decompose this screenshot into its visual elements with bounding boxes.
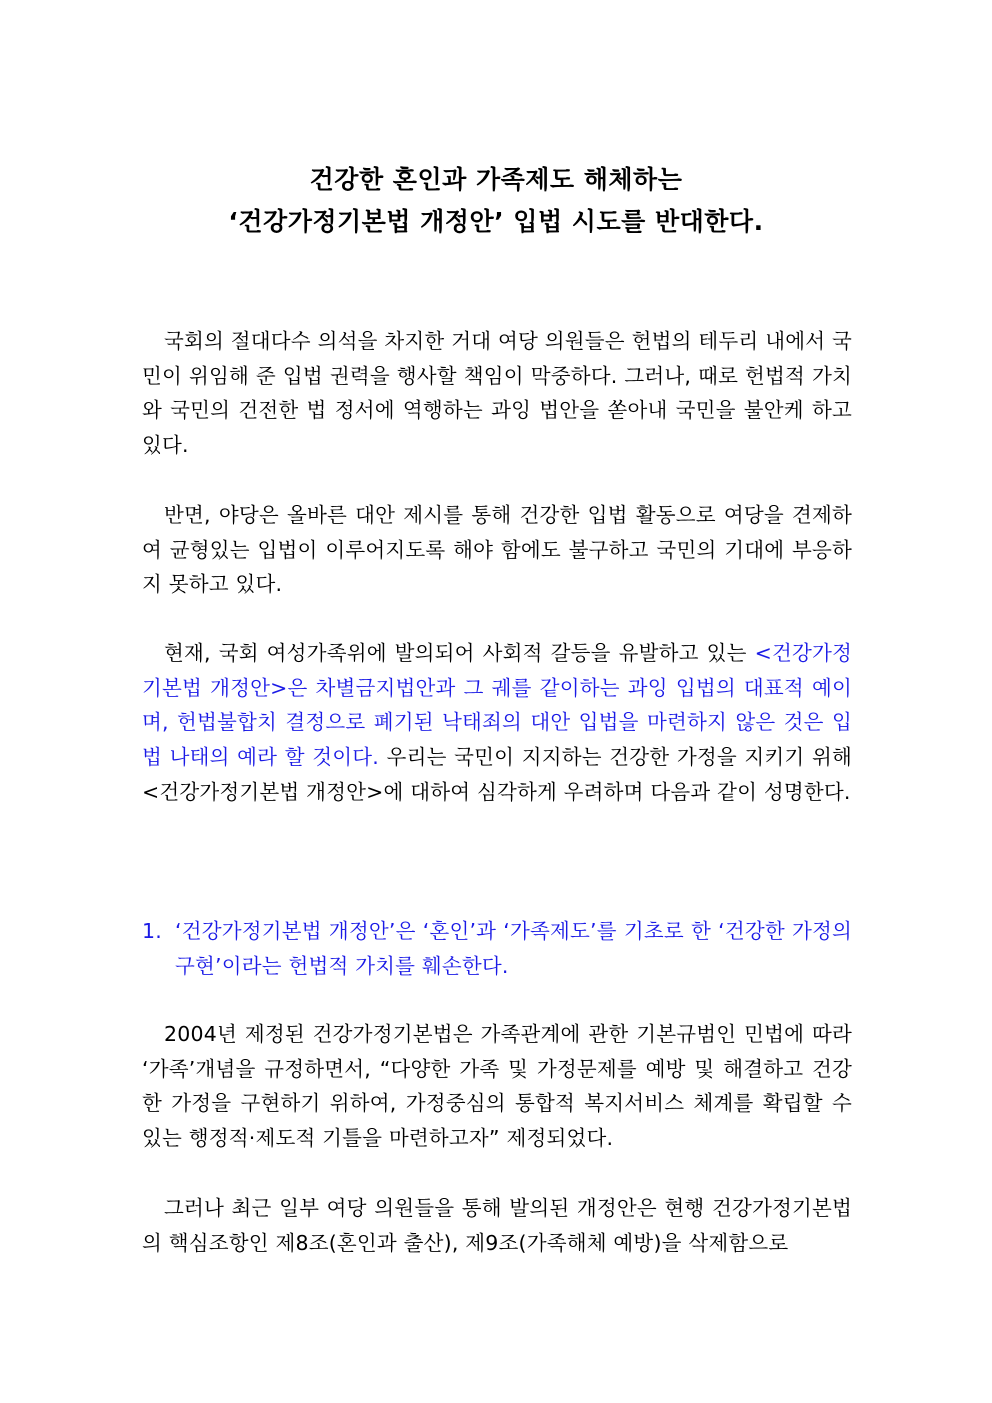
paragraph-1: 국회의 절대다수 의석을 차지한 거대 여당 의원들은 헌법의 테두리 내에서 국민이 위임해 준 입법 권력을 행사할 책임이 막중하다. 그러나, 때로 헌법적 가치와 국민의 건전한 법 정서에 역행하는 과잉 법안을 쏟아내 국민을 불안케 하고 있다. (142, 329, 852, 458)
title-line-2: ‘건강가정기본법 개정안’ 입법 시도를 반대한다. (228, 207, 764, 236)
section-1-heading (142, 914, 852, 983)
paragraph-2: 반면, 야당은 올바른 대안 제시를 통해 건강한 입법 활동으로 여당을 견제하여 균형있는 입법이 이루어지도록 해야 함에도 불구하고 국민의 기대에 부응하지 못하고 있다. (142, 503, 852, 597)
paragraph-3 (142, 636, 852, 810)
paragraph-3-highlight: <건강가정기본법 개정안>은 차별금지법안과 그 궤를 같이하는 과잉 입법의 대표적 예이며, 헌법불합치 결정으로 폐기된 낙태죄의 대안 입법을 마련하지 않은 것은 입법 나태의 예라 할 것이다. (142, 641, 852, 770)
section-1-number: 1. (142, 919, 162, 943)
paragraph-3-intro: 현재, 국회 여성가족위에 발의되어 사회적 갈등을 유발하고 있는 (164, 641, 755, 665)
document-title (140, 159, 852, 243)
title-line-1: 건강한 혼인과 가족제도 해체하는 (309, 165, 683, 194)
paragraph-5: 그러나 최근 일부 여당 의원들을 통해 발의된 개정안은 현행 건강가정기본법의 핵심조항인 제8조(혼인과 출산), 제9조(가족해체 예방)을 삭제함으로 (142, 1196, 852, 1255)
paragraph-3-closing: 우리는 국민이 지지하는 건강한 가정을 지키기 위해 <건강가정기본법 개정안>에 대하여 심각하게 우려하며 다음과 같이 성명한다. (142, 745, 852, 804)
section-1-title: ‘건강가정기본법 개정안’은 ‘혼인’과 ‘가족제도’를 기초로 한 ‘건강한 가정의 구현’이라는 헌법적 가치를 훼손한다. (175, 919, 852, 978)
paragraph-4: 2004년 제정된 건강가정기본법은 가족관계에 관한 기본규범인 민법에 따라 ‘가족’개념을 규정하면서, “다양한 가족 및 가정문제를 예방 및 해결하고 건강한 가정을 구현하기 위하여, 가정중심의 통합적 복지서비스 체계를 확립할 수 있는 행정적·제도적 기틀을 마련하고자” 제정되었다. (142, 1022, 852, 1151)
